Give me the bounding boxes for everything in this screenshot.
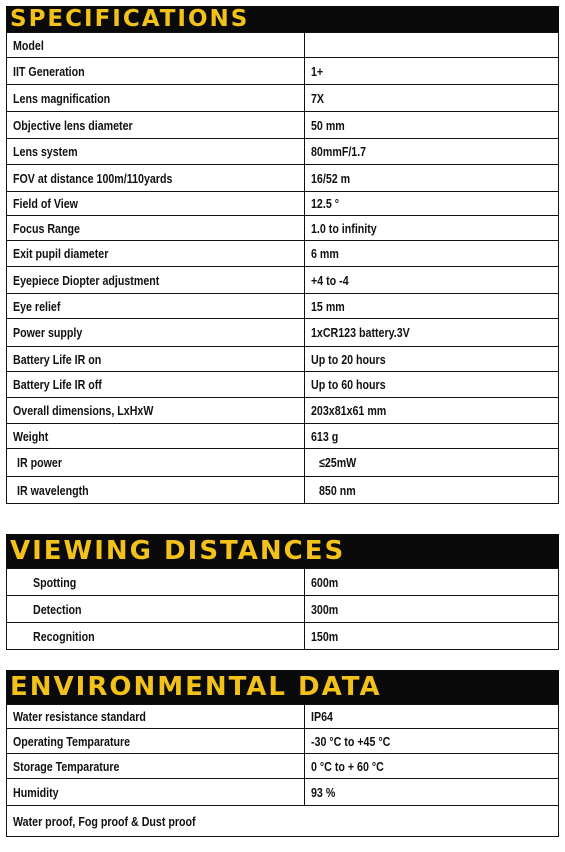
table-row (7, 449, 559, 477)
specifications-header (6, 6, 559, 32)
table-row (7, 267, 559, 294)
row-label: Storage Temparature (7, 754, 305, 779)
row-label: Humidity (7, 779, 305, 806)
table-row (7, 165, 559, 192)
specifications-table (6, 32, 559, 504)
row-label: Objective lens diameter (7, 112, 305, 139)
environmental-data-title: ENVIRONMENTAL DATA (10, 672, 382, 702)
row-value: 850 nm (305, 477, 559, 504)
table-row (7, 319, 559, 347)
row-label: Lens magnification (7, 85, 305, 112)
row-label: Spotting (7, 569, 305, 596)
table-row (7, 85, 559, 112)
table-row (7, 623, 559, 650)
row-label: IR wavelength (7, 477, 305, 504)
row-label: Water resistance standard (7, 705, 305, 729)
viewing-distances-section (6, 534, 559, 650)
table-row (7, 729, 559, 754)
row-value: 50 mm (305, 112, 559, 139)
table-row (7, 754, 559, 779)
row-value (305, 33, 559, 58)
row-value: -30 °C to +45 °C (305, 729, 559, 754)
row-label: Model (7, 33, 305, 58)
table-row (7, 779, 559, 806)
row-label: Battery Life IR off (7, 372, 305, 398)
table-row (7, 241, 559, 267)
row-label: Lens system (7, 139, 305, 165)
table-row (7, 424, 559, 449)
row-value: ≤25mW (305, 449, 559, 477)
row-value: 203x81x61 mm (305, 398, 559, 424)
viewing-distances-table (6, 568, 559, 650)
table-row (7, 294, 559, 319)
environmental-data-header (6, 670, 559, 704)
row-label: Focus Range (7, 216, 305, 241)
row-value: 7X (305, 85, 559, 112)
table-row (7, 372, 559, 398)
row-label: Detection (7, 596, 305, 623)
row-label: Power supply (7, 319, 305, 347)
row-value: 1xCR123 battery.3V (305, 319, 559, 347)
table-row (7, 112, 559, 139)
row-value: 12.5 ° (305, 192, 559, 216)
row-value: 150m (305, 623, 559, 650)
specifications-section (6, 6, 559, 504)
environmental-data-section (6, 670, 559, 837)
row-label: FOV at distance 100m/110yards (7, 165, 305, 192)
environmental-footer-note: Water proof, Fog proof & Dust proof (7, 806, 559, 837)
table-row (7, 192, 559, 216)
row-value: 613 g (305, 424, 559, 449)
table-row (7, 33, 559, 58)
row-label: Weight (7, 424, 305, 449)
row-label: Eyepiece Diopter adjustment (7, 267, 305, 294)
row-value: 600m (305, 569, 559, 596)
table-row (7, 139, 559, 165)
viewing-distances-header (6, 534, 559, 568)
row-label: Operating Temparature (7, 729, 305, 754)
row-value: 6 mm (305, 241, 559, 267)
row-value: 93 % (305, 779, 559, 806)
row-value: 300m (305, 596, 559, 623)
row-label: Field of View (7, 192, 305, 216)
table-row (7, 58, 559, 85)
table-row (7, 477, 559, 504)
viewing-distances-title: VIEWING DISTANCES (10, 536, 346, 566)
row-value: 1+ (305, 58, 559, 85)
row-label: Overall dimensions, LxHxW (7, 398, 305, 424)
row-value: 16/52 m (305, 165, 559, 192)
table-row (7, 216, 559, 241)
row-label: Battery Life IR on (7, 347, 305, 372)
table-row (7, 398, 559, 424)
environmental-data-table (6, 704, 559, 837)
row-value: +4 to -4 (305, 267, 559, 294)
row-value: IP64 (305, 705, 559, 729)
row-label: Eye relief (7, 294, 305, 319)
specifications-title: SPECIFICATIONS (10, 6, 250, 32)
row-label: IIT Generation (7, 58, 305, 85)
row-value: 0 °C to + 60 °C (305, 754, 559, 779)
table-row (7, 569, 559, 596)
table-row (7, 347, 559, 372)
row-value: 1.0 to infinity (305, 216, 559, 241)
table-row (7, 806, 559, 837)
row-label: Exit pupil diameter (7, 241, 305, 267)
row-value: 80mmF/1.7 (305, 139, 559, 165)
table-row (7, 705, 559, 729)
row-value: 15 mm (305, 294, 559, 319)
table-row (7, 596, 559, 623)
row-label: Recognition (7, 623, 305, 650)
row-label: IR power (7, 449, 305, 477)
row-value: Up to 20 hours (305, 347, 559, 372)
row-value: Up to 60 hours (305, 372, 559, 398)
